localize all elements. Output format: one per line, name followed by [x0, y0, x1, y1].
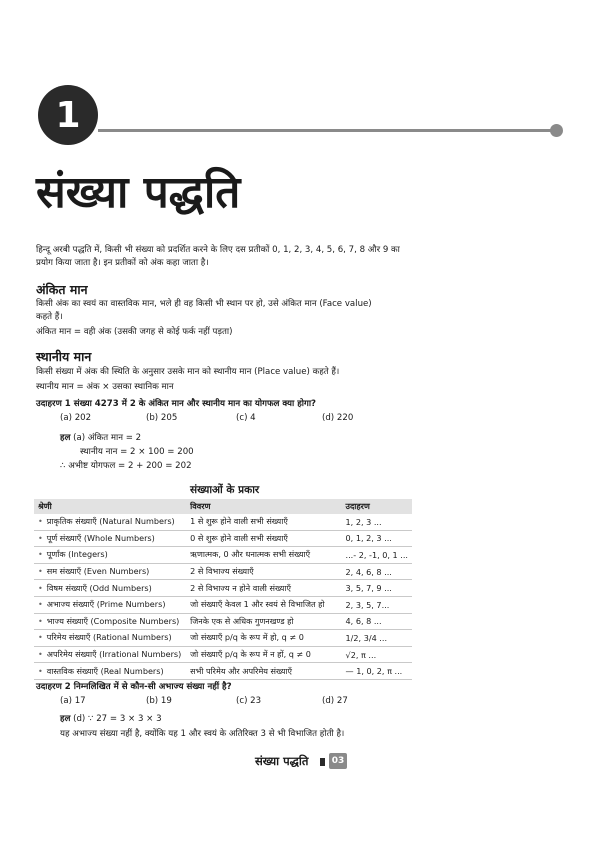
column-header-category: श्रेणी [34, 499, 186, 514]
face-value-line-1: किसी अंक का स्वयं का वास्तविक मान, भले ही वह किसी भी स्थान पर हो, उसे अंकित मान (Face value) [36, 299, 372, 309]
table-row [34, 514, 412, 530]
column-header-description: विवरण [186, 499, 341, 514]
example2-solution [60, 712, 162, 724]
example1-solution [60, 431, 141, 443]
category-text: परिमेय संख्याएँ (Rational Numbers) [46, 632, 172, 643]
place-value-formula: स्थानीय मान = अंक × उसका स्थानिक मान [36, 382, 174, 392]
example-cell: ...- 2, -1, 0, 1 ... [342, 547, 412, 564]
example-cell: 2, 3, 5, 7... [342, 596, 412, 613]
chapter-divider-line [98, 129, 553, 132]
example1-question: उदाहरण 1 संख्या 4273 में 2 के अंकित मान और स्थानीय मान का योगफल क्या होगा? [36, 399, 317, 409]
chapter-divider-dot [550, 124, 563, 137]
description-cell: जो संख्याएँ p/q के रूप में हो, q ≠ 0 [186, 630, 341, 647]
category-cell [34, 630, 186, 647]
bullet-icon: • [38, 566, 43, 577]
example1-option-b: (b) 205 [146, 413, 178, 423]
example1-option-c: (c) 4 [236, 413, 256, 423]
place-value-heading: स्थानीय मान [36, 349, 92, 364]
table-row [34, 547, 412, 564]
footer-divider [320, 758, 325, 766]
page-number-badge [329, 753, 347, 769]
example2-solution-step-1: (d) ∵ 27 = 3 × 3 × 3 [73, 714, 162, 724]
table-header-row [34, 499, 412, 514]
example-cell: √2, π ... [342, 646, 412, 663]
bullet-icon: • [38, 599, 43, 610]
table-row [34, 530, 412, 547]
bullet-icon: • [38, 665, 43, 676]
category-cell [34, 563, 186, 580]
place-value-line-1: किसी संख्या में अंक की स्थिति के अनुसार उसके मान को स्थानीय मान (Place value) कहते हैं। [36, 367, 340, 377]
category-text: पूर्ण संख्याएँ (Whole Numbers) [46, 532, 155, 543]
bullet-icon: • [38, 549, 43, 560]
chapter-title: संख्या पद्धति [36, 167, 241, 218]
bullet-icon: • [38, 532, 43, 543]
chapter-number-badge [38, 85, 98, 145]
example2-option-a: (a) 17 [60, 696, 86, 706]
chapter-number: 1 [55, 94, 81, 136]
bullet-icon: • [38, 582, 43, 593]
category-text: भाज्य संख्याएँ (Composite Numbers) [46, 615, 180, 626]
face-value-heading: अंकित मान [36, 282, 88, 297]
example-cell: — 1, 0, 2, π ... [342, 663, 412, 680]
example-cell: 1, 2, 3 ... [342, 514, 412, 530]
description-cell: ऋणात्मक, 0 और धनात्मक सभी संख्याएँ [186, 547, 341, 564]
example2-solution-label: हल [60, 714, 71, 724]
table-row [34, 630, 412, 647]
category-text: प्राकृतिक संख्याएँ (Natural Numbers) [46, 516, 175, 527]
example1-solution-step-1: (a) अंकित मान = 2 [73, 433, 142, 443]
face-value-line-2: कहते हैं। [36, 312, 63, 322]
example1-solution-step-2: स्थानीय नान = 2 × 100 = 200 [80, 447, 194, 457]
table-row [34, 563, 412, 580]
category-cell [34, 514, 186, 530]
intro-line-1: हिन्दू अरबी पद्धति में, किसी भी संख्या को प्रदर्शित करने के लिए दस प्रतीकों 0, 1, 2, 3, 4, 5, 6, 7, 8 और 9 का [36, 245, 400, 255]
table-row [34, 596, 412, 613]
intro-line-2: प्रयोग किया जाता है। इन प्रतीकों को अंक कहा जाता है। [36, 258, 209, 268]
example2-option-c: (c) 23 [236, 696, 262, 706]
description-cell: 2 से विभाज्य संख्याएँ [186, 563, 341, 580]
number-types-table [34, 499, 412, 680]
face-value-formula: अंकित मान = वही अंक (उसकी जगह से कोई फर्क नहीं पड़ता) [36, 327, 233, 337]
running-footer-title: संख्या पद्धति [255, 754, 309, 768]
description-cell: सभी परिमेय और अपरिमेय संख्याएँ [186, 663, 341, 680]
bullet-icon: • [38, 632, 43, 643]
table-row [34, 646, 412, 663]
types-table-title: संख्याओं के प्रकार [190, 484, 260, 496]
category-text: सम संख्याएँ (Even Numbers) [46, 566, 150, 577]
category-text: पूर्णांक (Integers) [46, 549, 108, 560]
table-row [34, 613, 412, 630]
category-text: अपरिमेय संख्याएँ (Irrational Numbers) [46, 649, 182, 660]
category-cell [34, 663, 186, 680]
example2-question: उदाहरण 2 निम्नलिखित में से कौन-सी अभाज्य संख्या नहीं है? [36, 682, 232, 692]
category-text: अभाज्य संख्याएँ (Prime Numbers) [46, 599, 166, 610]
example1-option-a: (a) 202 [60, 413, 92, 423]
category-text: वास्तविक संख्याएँ (Real Numbers) [46, 665, 164, 676]
example-cell: 3, 5, 7, 9 ... [342, 580, 412, 597]
bullet-icon: • [38, 516, 43, 527]
category-cell [34, 580, 186, 597]
category-cell [34, 596, 186, 613]
example1-solution-step-3: ∴ अभीष्ट योगफल = 2 + 200 = 202 [60, 461, 192, 471]
example2-option-d: (d) 27 [322, 696, 348, 706]
example1-option-d: (d) 220 [322, 413, 354, 423]
column-header-example: उदाहरण [342, 499, 412, 514]
category-cell [34, 530, 186, 547]
category-cell [34, 646, 186, 663]
example2-solution-step-2: यह अभाज्य संख्या नहीं है, क्योंकि यह 1 और स्वयं के अतिरिक्त 3 से भी विभाजित होती है। [60, 729, 345, 739]
description-cell: जिनके एक से अधिक गुणनखण्ड हो [186, 613, 341, 630]
example2-option-b: (b) 19 [146, 696, 172, 706]
example-cell: 4, 6, 8 ... [342, 613, 412, 630]
page-number: 03 [331, 756, 345, 766]
description-cell: जो संख्याएँ केवल 1 और स्वयं से विभाजित हो [186, 596, 341, 613]
description-cell: 1 से शुरू होने वाली सभी संख्याएँ [186, 514, 341, 530]
description-cell: 2 से विभाज्य न होने वाली संख्याएँ [186, 580, 341, 597]
example1-solution-label: हल [60, 433, 71, 443]
example-cell: 0, 1, 2, 3 ... [342, 530, 412, 547]
category-cell [34, 613, 186, 630]
table-row [34, 663, 412, 680]
bullet-icon: • [38, 649, 43, 660]
description-cell: 0 से शुरू होने वाली सभी संख्याएँ [186, 530, 341, 547]
description-cell: जो संख्याएँ p/q के रूप में न हों, q ≠ 0 [186, 646, 341, 663]
category-text: विषम संख्याएँ (Odd Numbers) [46, 582, 152, 593]
bullet-icon: • [38, 615, 43, 626]
table-row [34, 580, 412, 597]
category-cell [34, 547, 186, 564]
example-cell: 1/2, 3/4 ... [342, 630, 412, 647]
example-cell: 2, 4, 6, 8 ... [342, 563, 412, 580]
